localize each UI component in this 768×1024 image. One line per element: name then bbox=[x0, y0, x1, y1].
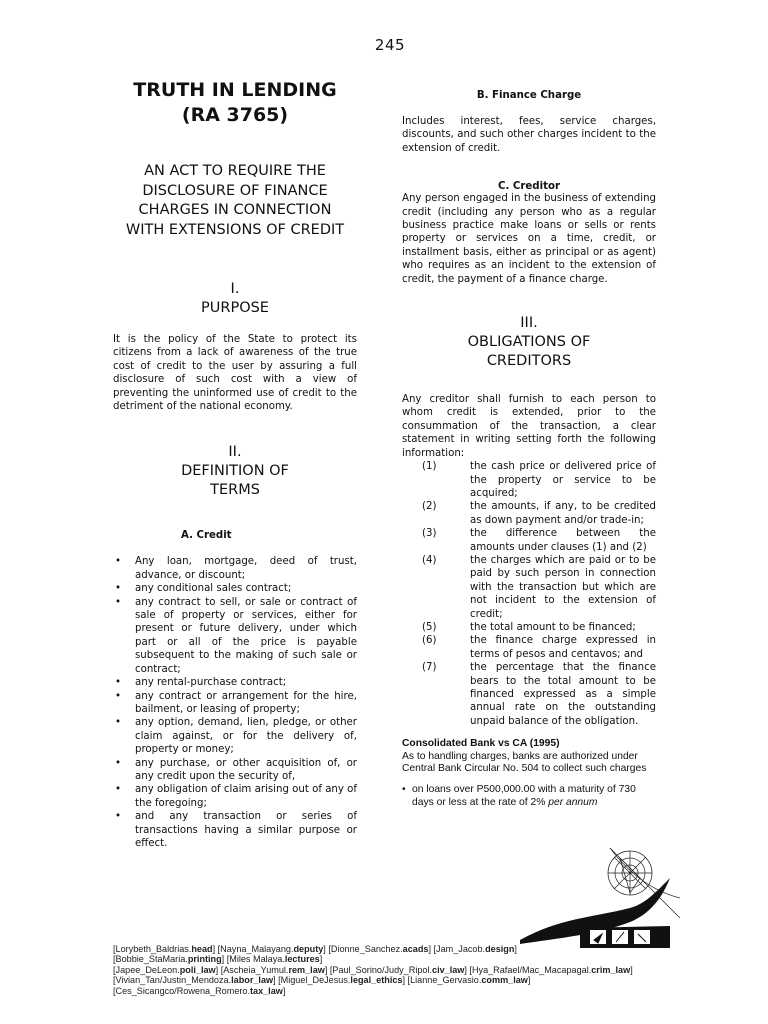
footer-line bbox=[113, 975, 673, 985]
credit-item: • any obligation of claim arising out of any of the foregoing; bbox=[113, 783, 357, 810]
obligation-text: the amounts, if any, to be credited as down payment and/or trade-in; bbox=[470, 501, 656, 526]
heading-line-1: DEFINITION OF bbox=[181, 463, 289, 480]
obligation-number: (3) bbox=[422, 528, 437, 540]
finance-charge-paragraph: Includes interest, fees, service charges, discounts, and such other charges incident to the extension of credit. bbox=[402, 116, 656, 154]
document-subtitle: AN ACT TO REQUIRE THE DISCLOSURE OF FINANCE CHARGES IN CONNECTION WITH EXTENSIONS OF CREDIT bbox=[125, 163, 345, 238]
left-column bbox=[113, 78, 357, 850]
section-heading bbox=[113, 462, 357, 500]
obligation-number: (7) bbox=[422, 662, 437, 674]
footer-name: [Bobbie_StaMaria. bbox=[113, 954, 188, 965]
obligation-number: (2) bbox=[422, 501, 437, 513]
heading-line-2: CREDITORS bbox=[486, 353, 572, 370]
footer-role: printing bbox=[187, 954, 222, 965]
footer-name: [Ces_Sicangco/Rowena_Romero. bbox=[113, 985, 250, 996]
footer-role: head bbox=[191, 944, 213, 954]
case-bullet-text bbox=[412, 784, 656, 809]
section-obligations bbox=[402, 314, 656, 728]
credit-item: • any conditional sales contract; bbox=[113, 582, 357, 595]
section-numeral: I. bbox=[230, 281, 240, 297]
footer-role: deputy bbox=[293, 944, 324, 954]
case-bullet bbox=[402, 784, 656, 809]
footer-line bbox=[113, 944, 673, 954]
section-heading: PURPOSE bbox=[201, 300, 269, 316]
obligations-intro: Any creditor shall furnish to each person to whom credit is extended, prior to the consummation of the transaction, a clear statement in writing setting forth the following information: bbox=[402, 394, 656, 459]
footer-role: rem_law bbox=[288, 964, 325, 975]
footer-name: ] [Lianne_Gervasio. bbox=[402, 975, 482, 986]
footer-role: acads bbox=[402, 944, 429, 954]
footer-line bbox=[113, 954, 673, 964]
obligation-item bbox=[402, 621, 656, 634]
footer-name: ] [Dionne_Sanchez. bbox=[323, 944, 403, 954]
footer-name: [Vivian_Tan/Justin_Mendoza. bbox=[113, 975, 232, 986]
case-title: Consolidated Bank vs CA (1995) bbox=[402, 738, 560, 750]
obligation-number: (5) bbox=[422, 621, 437, 633]
footer-line bbox=[113, 986, 673, 996]
footer-role: labor_law bbox=[231, 975, 274, 986]
obligation-text: the cash price or delivered price of the property or service to be acquired; bbox=[470, 461, 656, 499]
page-number: 245 bbox=[374, 36, 406, 54]
obligation-text: the difference between the amounts under clauses (1) and (2) bbox=[470, 528, 656, 553]
footer-name: ] bbox=[282, 985, 286, 996]
case-bullet-emphasis: per annum bbox=[548, 796, 598, 808]
footer-line bbox=[113, 965, 673, 975]
footer-role: lectures bbox=[284, 954, 320, 965]
bullet-mark: • bbox=[402, 784, 406, 795]
credit-item: • and any transaction or series of transactions having a similar purpose or effect. bbox=[113, 810, 357, 850]
footer-name: ] bbox=[514, 944, 517, 954]
section-purpose bbox=[113, 280, 357, 413]
footer-role: crim_law bbox=[591, 964, 631, 975]
obligation-item bbox=[402, 527, 656, 554]
document-title bbox=[113, 78, 357, 128]
footer-name: ] bbox=[630, 964, 633, 975]
obligation-text: the finance charge expressed in terms of pesos and centavos; and bbox=[470, 635, 656, 660]
heading-line-1: OBLIGATIONS OF bbox=[467, 334, 591, 351]
section-numeral: III. bbox=[520, 315, 538, 332]
obligation-number: (6) bbox=[422, 635, 437, 647]
credit-item: • any rental-purchase contract; bbox=[113, 676, 357, 689]
obligation-number: (1) bbox=[422, 461, 437, 473]
case-note bbox=[402, 738, 656, 809]
obligation-item bbox=[402, 460, 656, 500]
credit-item: • any contract to sell, or sale or contract of sale of property or services, either for present or future delivery, under which part or all of the price is payable subsequent to the making of such sale or contract; bbox=[113, 596, 357, 676]
purpose-paragraph: It is the policy of the State to protect its citizens from a lack of awareness of the true cost of credit to the user by assuring a full disclosure of such cost with a view of preventing the uninformed use of credit to the detriment of the national economy. bbox=[113, 334, 357, 413]
obligation-text: the percentage that the finance bears to the total amount to be financed expressed as a simple annual rate on the outstanding unpaid balance of the obligation. bbox=[470, 662, 656, 727]
credit-item: • Any loan, mortgage, deed of trust, advance, or discount; bbox=[113, 555, 357, 582]
footer-credits bbox=[113, 944, 673, 996]
credit-item: • any contract or arrangement for the hire, bailment, or leasing of property; bbox=[113, 690, 357, 717]
obligation-number: (4) bbox=[422, 554, 437, 566]
footer-name: ] [Miles Malaya. bbox=[221, 954, 285, 965]
obligation-item bbox=[402, 554, 656, 621]
creditor-subheading: C. Creditor bbox=[498, 181, 560, 193]
case-body: As to handling charges, banks are authorized under Central Bank Circular No. 504 to collect such charges bbox=[402, 750, 647, 775]
footer-name: ] [Jam_Jacob. bbox=[428, 944, 486, 954]
footer-name: ] [Hya_Rafael/Mac_Macapagal. bbox=[464, 964, 592, 975]
finance-charge-subheading: B. Finance Charge bbox=[476, 90, 582, 101]
footer-role: design bbox=[485, 944, 515, 954]
right-column bbox=[402, 90, 656, 809]
title-line-2: (RA 3765) bbox=[181, 104, 289, 126]
obligation-text: the charges which are paid or to be paid by such person in connection with the transaction but which are not incident to the extension of credit; bbox=[470, 554, 656, 620]
case-bullet-main: on loans over P500,000.00 with a maturity of 730 days or less at the rate of 2% bbox=[412, 784, 636, 808]
obligation-item bbox=[402, 500, 656, 527]
credit-item: • any option, demand, lien, pledge, or other claim against, or for the delivery of, property or money; bbox=[113, 716, 357, 756]
section-heading bbox=[402, 333, 656, 371]
obligation-item bbox=[402, 634, 656, 661]
footer-name: ] bbox=[319, 954, 323, 965]
decorative-ornament bbox=[440, 848, 680, 948]
obligation-list bbox=[402, 460, 656, 728]
obligation-item bbox=[402, 661, 656, 728]
footer-name: ] [Nayna_Malayang. bbox=[212, 944, 294, 954]
creditor-paragraph: Any person engaged in the business of extending credit (including any person who as a regular business practice make loans or sells or rents property or services on a time, credit, or installment basis, either as principal or as agent) who requires as an incident to the extension of credit, the payment of a finance charge. bbox=[402, 193, 656, 285]
footer-name: ] [Paul_Sorino/Judy_Ripol. bbox=[324, 964, 433, 975]
footer-name: ] bbox=[527, 975, 531, 986]
credit-list bbox=[113, 555, 357, 850]
footer-role: comm_law bbox=[481, 975, 528, 986]
footer-name: ] [Ascheia_Yumul. bbox=[215, 964, 289, 975]
footer-role: legal_ethics bbox=[350, 975, 403, 986]
footer-name: [Japee_DeLeon. bbox=[113, 964, 180, 975]
heading-line-2: TERMS bbox=[210, 482, 260, 499]
footer-name: ] [Miguel_DeJesus. bbox=[273, 975, 351, 986]
section-numeral: II. bbox=[228, 444, 242, 461]
section-definitions bbox=[113, 443, 357, 850]
footer-role: civ_law bbox=[432, 964, 465, 975]
obligation-text: the total amount to be financed; bbox=[470, 621, 636, 633]
title-line-1: TRUTH IN LENDING bbox=[133, 79, 337, 101]
footer-role: tax_law bbox=[249, 985, 283, 996]
footer-name: [Lorybeth_Baldrias. bbox=[113, 944, 192, 954]
credit-item: • any purchase, or other acquisition of, or any credit upon the security of, bbox=[113, 757, 357, 784]
footer-role: poli_law bbox=[179, 964, 216, 975]
credit-subheading: A. Credit bbox=[181, 530, 232, 542]
